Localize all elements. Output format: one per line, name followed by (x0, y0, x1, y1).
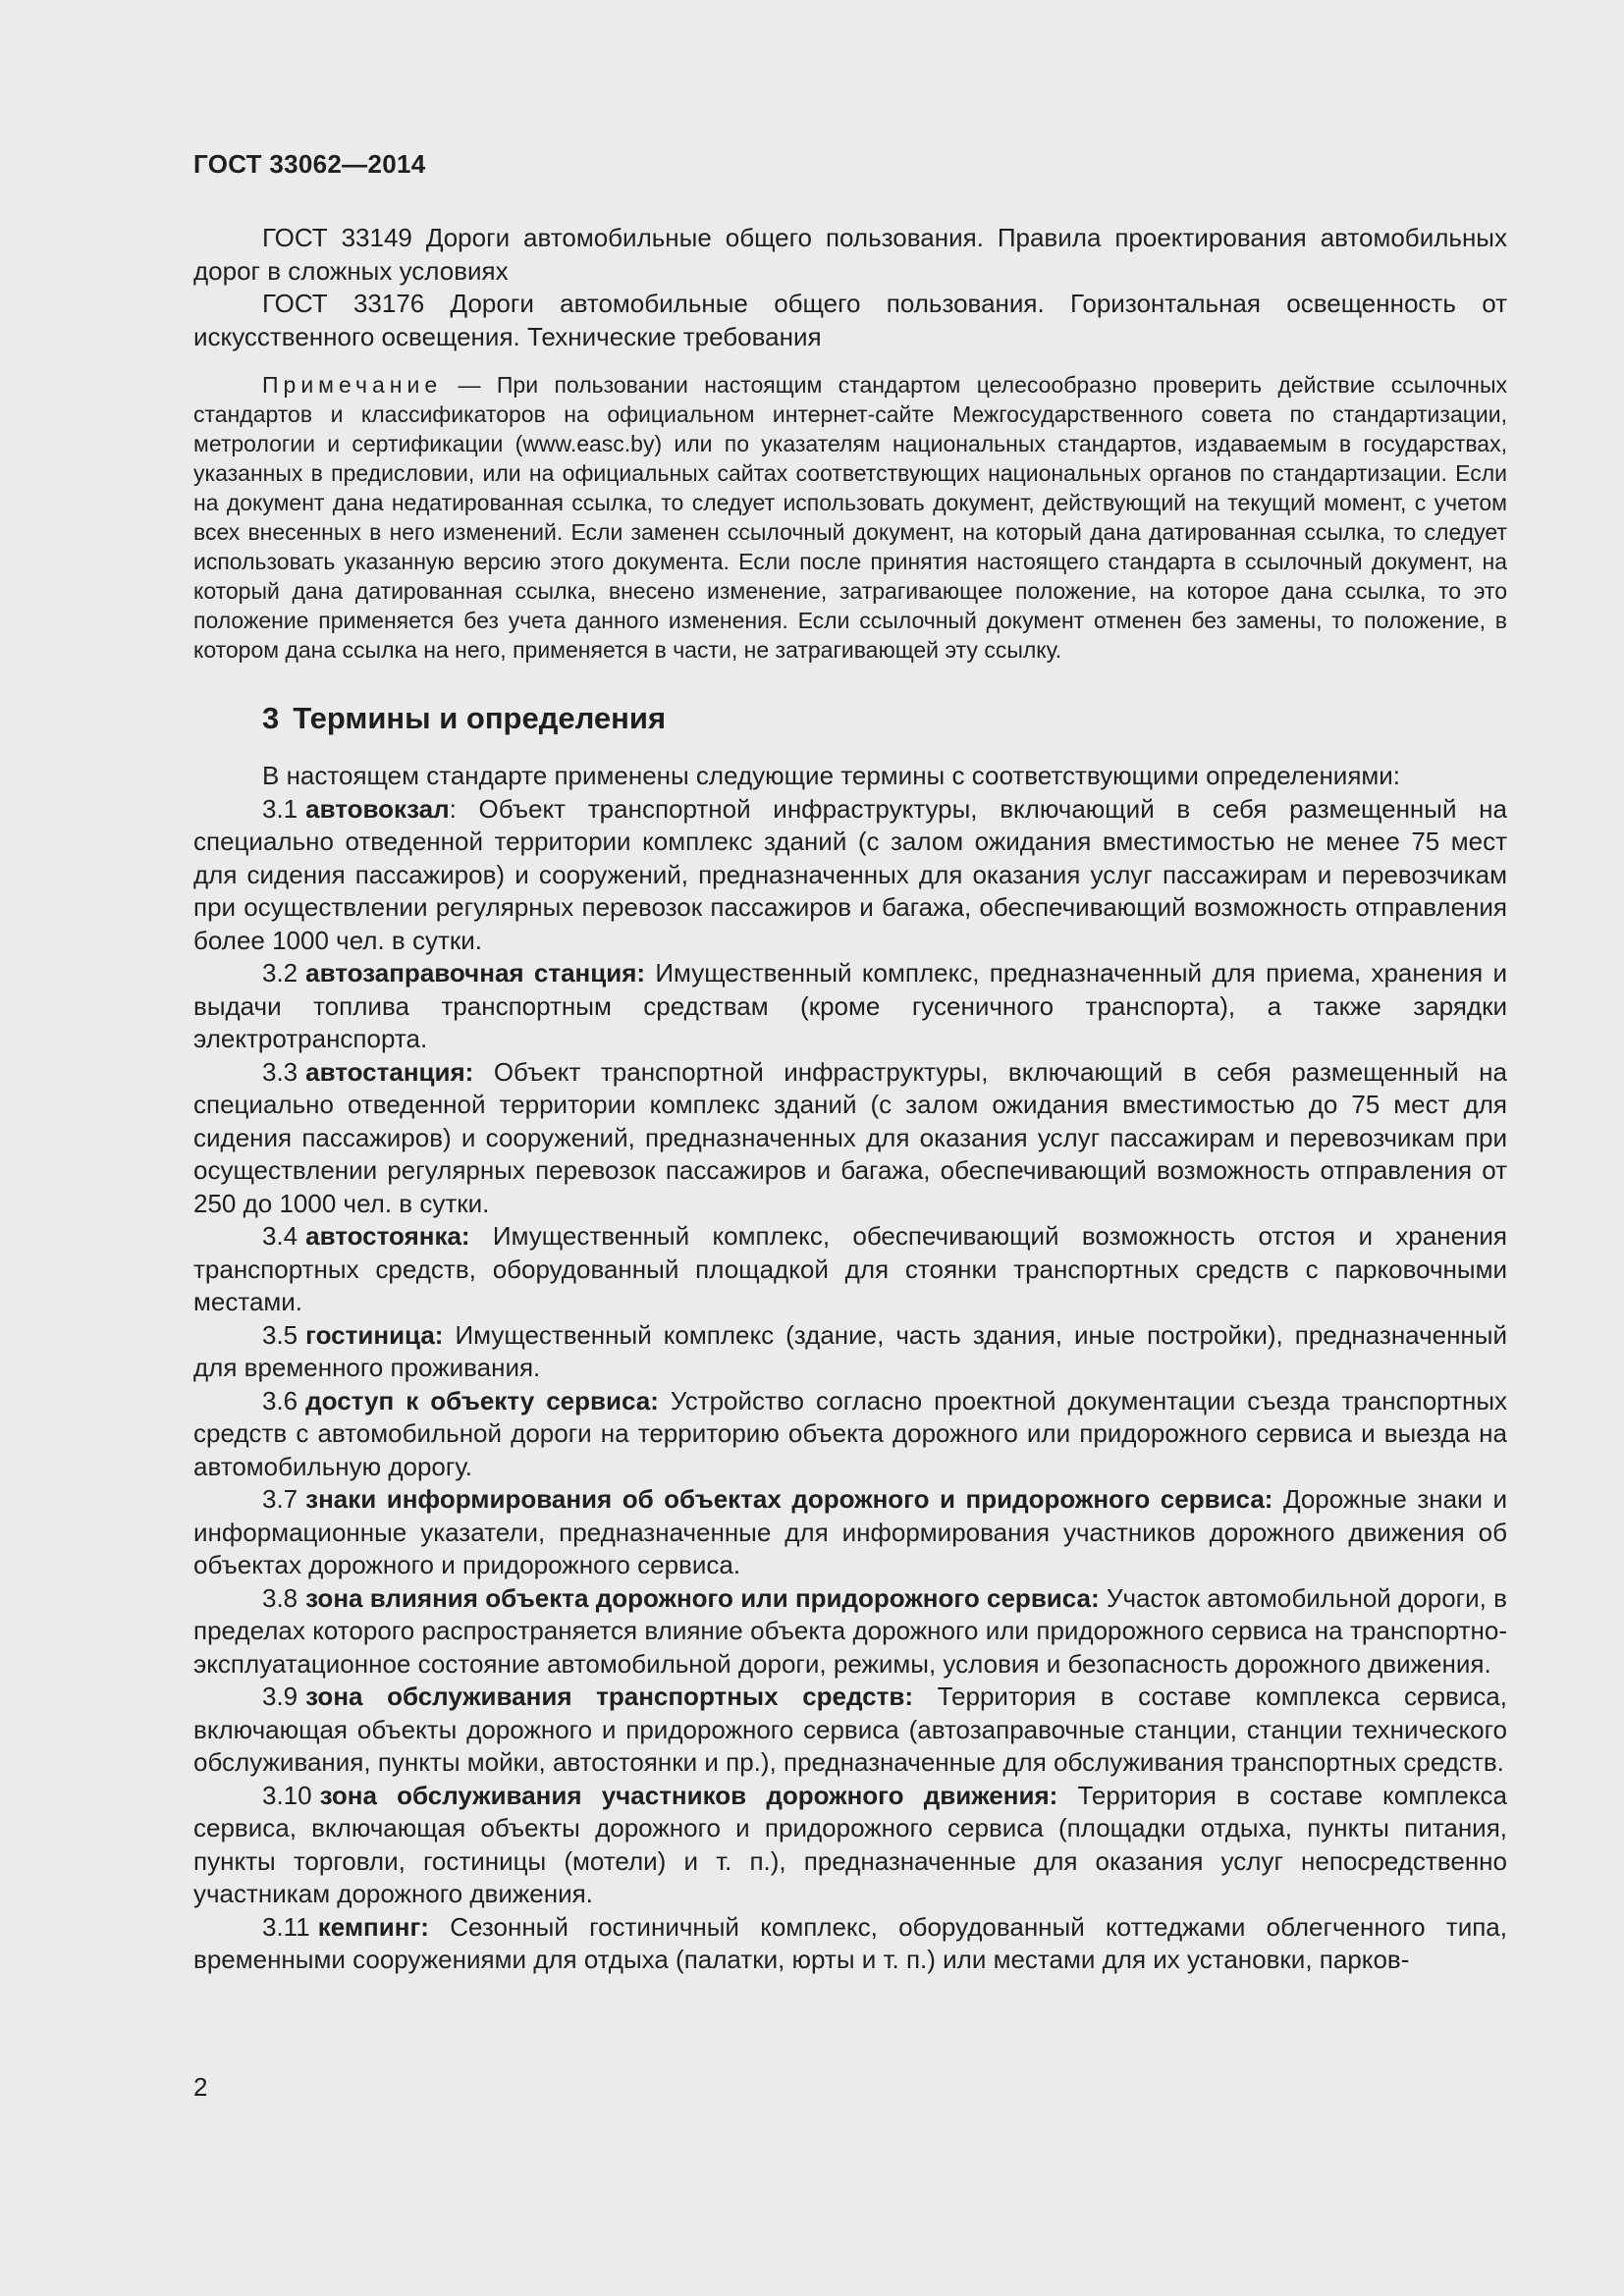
term-text: Участок автомобильной дороги, в пределах которого распространяется влияние объекта дорожного или придорожного сервиса на транспортно-эксплуатационное состояние автомобильной дороги, режимы, условия и безопасность дорожного движения. (193, 1582, 1507, 1679)
term-text: Объект транспортной инфраструктуры, включающий в себя размещенный на специально отведенной территории комплекс зданий (с залом ожидания вместимостью не менее 75 мест для сидения пассажиров) и сооружений, предназначенных для оказания услуг пассажирам и перевозчикам при осуществлении регулярных перевозок пассажиров и багажа, обеспечивающий возможность отправления более 1000 чел. в сутки. (193, 793, 1507, 955)
term-number: 3.4 (262, 1221, 298, 1251)
note-label: Примечание (262, 372, 443, 398)
term-text: Объект транспортной инфраструктуры, включающий в себя размещенный на специально отведенной территории комплекс зданий (с залом ожидания вместимостью до 75 мест для сидения пассажиров) и сооружений, предназначенных для оказания услуг пассажирам и перевозчикам при осуществлении регулярных перевозок пассажиров и багажа, обеспечивающий возможность отправления от 250 до 1000 чел. в сутки. (193, 1056, 1507, 1218)
term-definition (193, 1385, 1507, 1484)
reference-item: ГОСТ 33176 Дороги автомобильные общего пользования. Горизонтальная освещенность от искусственного освещения. Технические требования (193, 289, 1507, 351)
term-number: 3.11 (262, 1911, 310, 1942)
term-definition (193, 1483, 1507, 1582)
term-name: автовокзал (305, 793, 450, 824)
term-text: Имущественный комплекс (здание, часть здания, иные постройки), предназначенный для временного проживания. (193, 1319, 1507, 1382)
note-paragraph (193, 370, 1507, 665)
term-text: Дорожные знаки и информационные указатели, предназначенные для информирования участников дорожного движения об объектах дорожного и придорожного сервиса. (193, 1484, 1507, 1579)
term-name: зона обслуживания транспортных средств: (305, 1682, 913, 1711)
term-name: гостиница: (305, 1319, 444, 1350)
term-name: зона влияния объекта дорожного или придорожного сервиса: (305, 1582, 1100, 1613)
term-name: автозаправочная станция: (305, 958, 646, 988)
page-number: 2 (193, 2072, 208, 2102)
term-number: 3.1 (262, 793, 298, 824)
reference-item: ГОСТ 33149 Дороги автомобильные общего пользования. Правила проектирования автомобильных дорог в сложных условиях (193, 223, 1507, 286)
term-text: Территория в составе комплекса сервиса, включающая объекты дорожного и придорожного сервиса (автозаправочные станции, станции технического обслуживания, пункты мойки, автостоянки и пр.), предназначенные для обслуживания транспортных средств. (193, 1682, 1507, 1777)
term-text: Имущественный комплекс, обеспечивающий возможность отстоя и хранения транспортных средств, оборудованный площадкой для стоянки транспортных средств с парковочными местами. (193, 1221, 1507, 1316)
section-number: 3 (262, 701, 280, 735)
term-text: Территория в составе комплекса сервиса, включающая объекты дорожного и придорожного сервиса (площадки отдыха, пункты питания, пункты торговли, гостиницы (мотели) и т. п.), предназначенные для оказания услуг непосредственно участникам дорожного движения. (193, 1780, 1507, 1908)
term-number: 3.3 (262, 1056, 298, 1087)
term-number: 3.7 (262, 1484, 298, 1514)
section-intro: В настоящем стандарте применены следующие термины с соответствующими определениями: (262, 761, 1401, 790)
term-name: кемпинг: (317, 1911, 429, 1942)
section-title: Термины и определения (293, 701, 667, 735)
terms-list (193, 793, 1507, 1977)
term-text: Имущественный комплекс, предназначенный для приема, хранения и выдачи топлива транспортным средствам (кроме гусеничного транспорта), а также зарядки электротранспорта. (193, 958, 1507, 1053)
term-definition (193, 957, 1507, 1056)
term-definition (193, 1220, 1507, 1319)
term-name: автостоянка: (305, 1221, 470, 1251)
term-number: 3.8 (262, 1582, 298, 1613)
term-definition (193, 1319, 1507, 1385)
term-definition (193, 793, 1507, 958)
term-number: 3.2 (262, 958, 298, 988)
note-text: — При пользовании настоящим стандартом целесообразно проверить действие ссылочных стандартов и классификаторов на официальном интернет-сайте Межгосударственного совета по стандартизации, метрологии и сертификации (www.easc.by) или по указателям национальных стандартов, издаваемым в государствах, указанных в предисловии, или на официальных сайтах соответствующих национальных органов по стандартизации. Если на документ дана недатированная ссылка, то следует использовать документ, действующий на текущий момент, с учетом всех внесенных в него изменений. Если заменен ссылочный документ, на который дана датированная ссылка, то следует использовать указанную версию этого документа. Если после принятия настоящего стандарта в ссылочный документ, на который дана датированная ссылка, внесено изменение, затрагивающее положение, на которое дана ссылка, то это положение применяется без учета данного изменения. Если ссылочный документ отменен без замены, то положение, в котором дана ссылка на него, применяется в части, не затрагивающей эту ссылку. (193, 372, 1507, 663)
term-text: Устройство согласно проектной документации съезда транспортных средств с автомобильной дороги на территорию объекта дорожного или придорожного сервиса и выезда на автомобильную дорогу. (193, 1385, 1508, 1481)
term-definition (193, 1582, 1507, 1682)
term-text: Сезонный гостиничный комплекс, оборудованный коттеджами облегченного типа, временными сооружениями для отдыха (палатки, юрты и т. п.) или местами для их установки, парков- (193, 1911, 1507, 1974)
term-number: 3.10 (262, 1780, 312, 1810)
term-number: 3.6 (262, 1385, 298, 1415)
term-name: зона обслуживания участников дорожного движения: (319, 1780, 1058, 1810)
normative-references (193, 222, 1507, 353)
term-name: знаки информирования об объектах дорожного и придорожного сервиса: (305, 1484, 1273, 1514)
term-name: автостанция: (305, 1056, 474, 1087)
term-number: 3.5 (262, 1319, 298, 1350)
document-body (193, 222, 1507, 1977)
document-header: ГОСТ 33062—2014 (193, 149, 426, 179)
term-definition (193, 1681, 1507, 1780)
term-definition (193, 1056, 1507, 1221)
term-definition (193, 1911, 1507, 1977)
section-heading (262, 699, 1507, 738)
term-name: доступ к объекту сервиса: (305, 1385, 659, 1415)
term-number: 3.9 (262, 1682, 298, 1711)
term-separator: : (449, 793, 457, 824)
term-definition (193, 1780, 1507, 1911)
